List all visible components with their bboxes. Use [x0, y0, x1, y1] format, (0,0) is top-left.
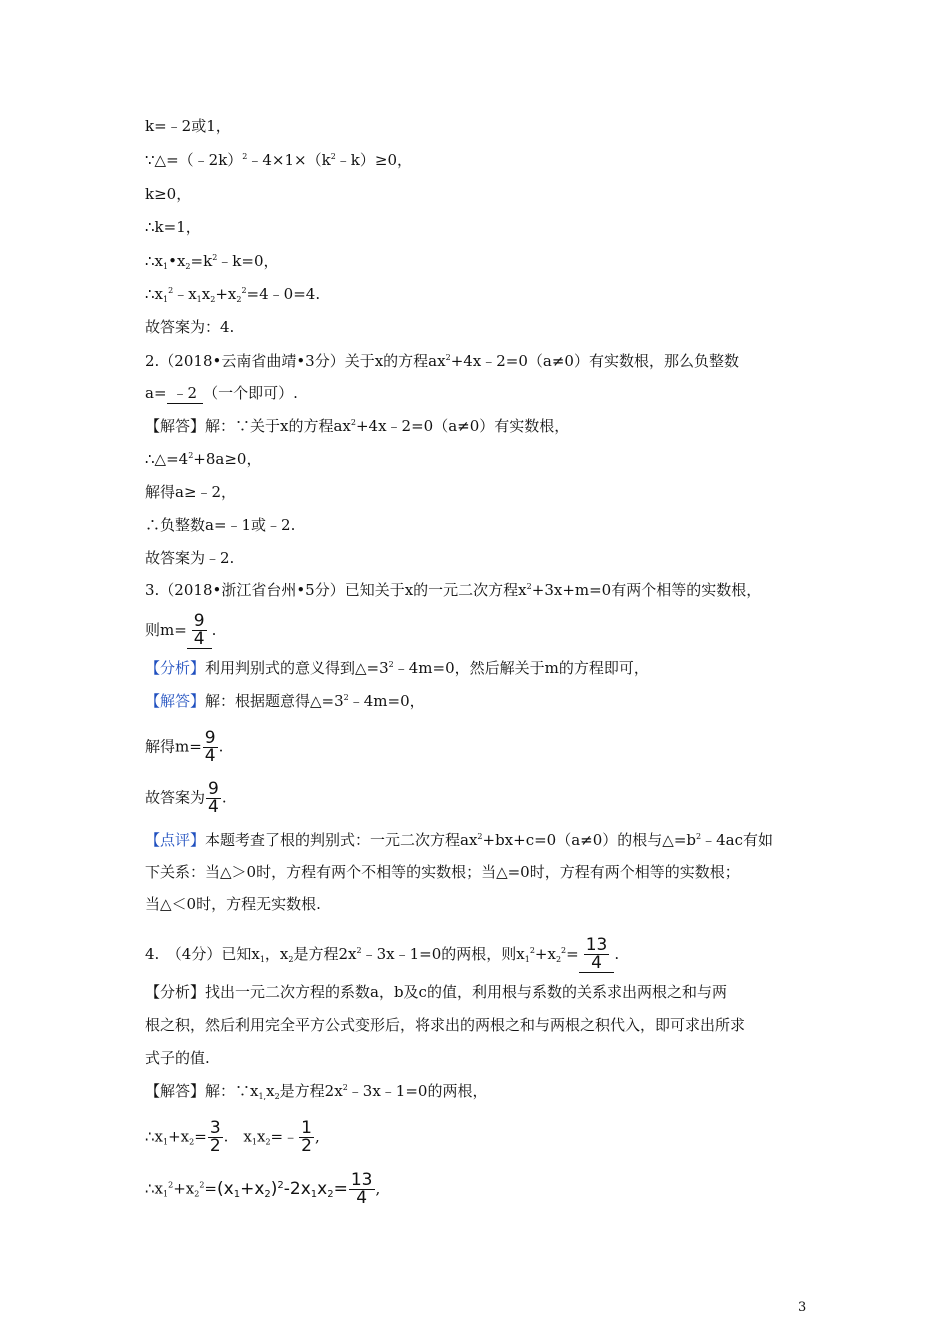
- q3-fraction: $\frac{9}{4}$: [193, 611, 205, 649]
- q2-solution-4: ∴负整数a=﹣1或﹣2.: [145, 516, 296, 534]
- q3-analysis: 【分析】利用判别式的意义得到$\triangle=3^2﹣4m=0$，然后解关于m的方程即可，: [145, 659, 649, 677]
- review-tag: 【点评】: [145, 831, 206, 849]
- q2-answer-blank: ﹣2: [167, 383, 204, 404]
- q4-analysis-1: 【分析】找出一元二次方程的系数a，b及c的值，利用根与系数的关系求出两根之和与两: [145, 983, 727, 1001]
- line-product: $\therefore x_1•x_2=k^2﹣k=0$，: [145, 252, 279, 271]
- q3-review: 【点评】本题考查了根的判别式：一元二次方程$ax^2+bx+c=0(a\ne 0)$的根与$\triangle=b^2﹣4ac$有如: [145, 831, 773, 849]
- q3-blank-line: 则m= $\frac{9}{4}$ .: [145, 611, 217, 649]
- q4-analysis-2: 根之积，然后利用完全平方公式变形后，将求出的两根之和与两根之积代入，即可求出所求: [145, 1016, 746, 1034]
- q4-solution-3: $\therefore x_1^2+x_2^2=(x_1+x_2)^2-2x_1x_2=$ $\frac{13}{4}$ ,: [145, 1170, 381, 1208]
- q4-solution-1: 【解答】解：$\because x_{1,}x_2$是方程$2x^2﹣3x﹣1=0$的两根，: [145, 1082, 488, 1101]
- solution-tag: 【解答】: [145, 692, 206, 710]
- q3-answer: 故答案为 $\frac{9}{4}$ .: [145, 779, 227, 817]
- q3-statement: 3.（2018•浙江省台州•5分）已知关于x的一元二次方程$x^2+3x+m=0$有两个相等的实数根，: [145, 581, 762, 599]
- q3-solution-2: 解得m= $\frac{9}{4}$ .: [145, 728, 224, 766]
- line-k-nonneg: k≥0，: [145, 185, 192, 203]
- line-result: $\therefore x_1^2﹣x_1x_2+x_2^2=4﹣0=4$.: [145, 285, 321, 304]
- q2-blank-line: a= ﹣2 （一个即可）.: [145, 384, 298, 402]
- q3-review-2: 下关系：当△＞0时，方程有两个不相等的实数根；当△=0时，方程有两个相等的实数根；: [145, 863, 740, 881]
- q2-solution-2: $\therefore\triangle=4^2+8a\ge 0$，: [145, 450, 262, 468]
- line-k-equals-1: ∴k=1，: [145, 218, 201, 236]
- q3-review-3: 当△＜0时，方程无实数根.: [145, 895, 321, 913]
- line-k-value: k=﹣2或1，: [145, 117, 231, 135]
- page-number: 3: [798, 1300, 807, 1315]
- q2-solution-1: 【解答】解：∵关于x的方程$ax^2+4x﹣2=0(a\ne 0)$有实数根，: [145, 417, 570, 435]
- line-answer-4: 故答案为：4.: [145, 318, 235, 336]
- q4-analysis-3: 式子的值.: [145, 1049, 210, 1067]
- q4-fraction: $\frac{13}{4}$: [585, 935, 608, 973]
- q3-solution: 【解答】解：根据题意得$\triangle=3^2﹣4m=0$，: [145, 692, 425, 710]
- analysis-tag: 【分析】: [145, 659, 206, 677]
- q4-solution-2: $\therefore x_1+x_2=$ $\frac{3}{2}$ . $x_1x_2=﹣$ $\frac{1}{2}$ ,: [145, 1118, 320, 1156]
- q2-solution-3: 解得a≥﹣2，: [145, 483, 237, 501]
- formula-expression: $(x_1+x_2)^2-2x_1x_2=$: [217, 1178, 348, 1200]
- q4-statement: 4. （4分）已知$x_1$，$x_2$是方程$2x^2﹣3x﹣1=0$的两根，则$x_1^2+x_2^2=$ $\frac{13}{4}$ .: [145, 935, 620, 973]
- q2-answer: 故答案为﹣2.: [145, 549, 235, 567]
- line-discriminant-k: $\because\triangle=(﹣2k)^2﹣4\times 1\times(k^2﹣k)\ge 0$，: [145, 151, 412, 169]
- q2-statement: 2.（2018•云南省曲靖•3分）关于x的方程$ax^2+4x﹣2=0(a\ne 0)$有实数根，那么负整数: [145, 352, 739, 370]
